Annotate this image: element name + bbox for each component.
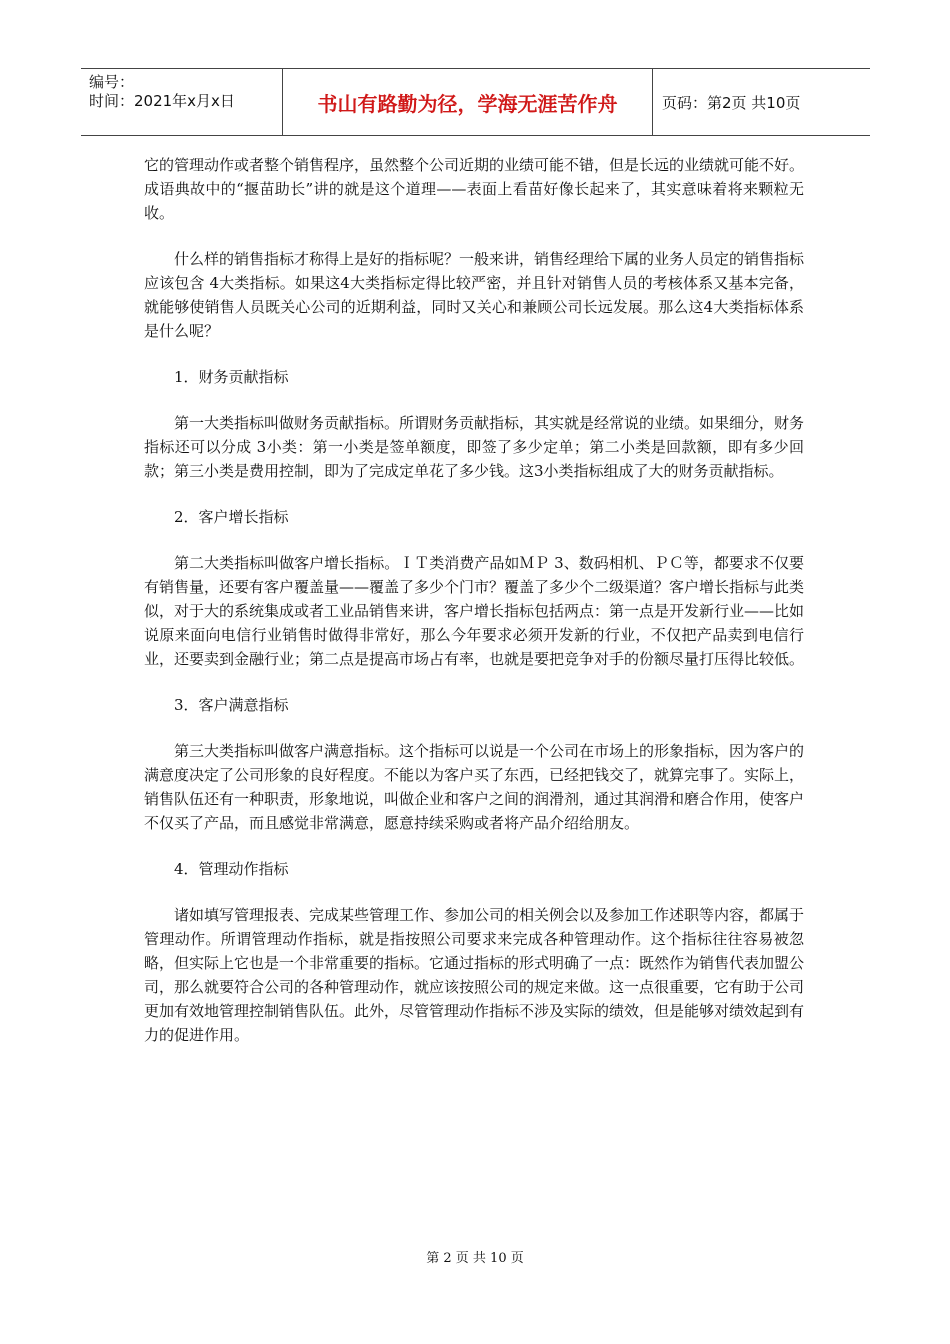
header-page-indicator: 页码：第2页 共10页 (662, 93, 801, 112)
header-motto: 书山有路勤为径，学海无涯苦作舟 (282, 69, 653, 135)
section-heading-customer-growth: 2．客户增长指标 (174, 508, 289, 526)
section-heading-financial: 1．财务贡献指标 (174, 368, 289, 386)
section-heading-management-actions: 4．管理动作指标 (174, 860, 289, 878)
document-date-label: 时间：2021年x月x日 (89, 92, 235, 110)
document-number-label: 编号： (89, 73, 135, 91)
document-body (144, 153, 804, 1069)
paragraph-customer-growth: 第二大类指标叫做客户增长指标。ＩＴ类消费产品如ＭＰ 3、数码相机、ＰＣ等，都要求不仅要有销售量，还要有客户覆盖量——覆盖了多少个门市？覆盖了多少个二级渠道？客户增长指标与此类似，对于大的系统集成或者工业品销售来讲，客户增长指标包括两点：第一点是开发新行业——比如说原来面向电信行业销售时做得非常好，那么今年要求必须开发新的行业，不仅把产品卖到电信行业，还要卖到金融行业；第二点是提高市场占有率，也就是要把竞争对手的份额尽量打压得比较低。 (144, 554, 805, 668)
paragraph-financial: 第一大类指标叫做财务贡献指标。所谓财务贡献指标，其实就是经常说的业绩。如果细分，财务指标还可以分成 3小类：第一小类是签单额度，即签了多少定单；第二小类是回款额，即有多少回款；第三小类是费用控制，即为了完成定单花了多少钱。这3小类指标组成了大的财务贡献指标。 (144, 414, 805, 480)
header-meta (81, 69, 282, 135)
page-footer: 第 2 页 共 10 页 (426, 1251, 524, 1266)
page-header (81, 68, 870, 136)
section-heading-customer-satisfaction: 3．客户满意指标 (174, 696, 289, 714)
paragraph-management-actions: 诸如填写管理报表、完成某些管理工作、参加公司的相关例会以及参加工作述职等内容，都属于管理动作。所谓管理动作指标，就是指按照公司要求来完成各种管理动作。这个指标往往容易被忽略，但实际上它也是一个非常重要的指标。它通过指标的形式明确了一点：既然作为销售代表加盟公司，那么就要符合公司的各种管理动作，就应该按照公司的规定来做。这一点很重要，它有助于公司更加有效地管理控制销售队伍。此外，尽管管理动作指标不涉及实际的绩效，但是能够对绩效起到有力的促进作用。 (144, 906, 805, 1044)
paragraph-continuation: 它的管理动作或者整个销售程序，虽然整个公司近期的业绩可能不错，但是长远的业绩就可能不好。成语典故中的“揠苗助长”讲的就是这个道理——表面上看苗好像长起来了，其实意味着将来颗粒无收。 (144, 156, 805, 222)
paragraph-customer-satisfaction: 第三大类指标叫做客户满意指标。这个指标可以说是一个公司在市场上的形象指标，因为客户的满意度决定了公司形象的良好程度。不能以为客户买了东西，已经把钱交了，就算完事了。实际上，销售队伍还有一种职责，形象地说，叫做企业和客户之间的润滑剂，通过其润滑和磨合作用，使客户不仅买了产品，而且感觉非常满意，愿意持续采购或者将产品介绍给朋友。 (144, 742, 805, 832)
paragraph-intro: 什么样的销售指标才称得上是好的指标呢？一般来讲，销售经理给下属的业务人员定的销售指标应该包含 4大类指标。如果这4大类指标定得比较严密，并且针对销售人员的考核体系又基本完备，就能够使销售人员既关心公司的近期利益，同时又关心和兼顾公司长远发展。那么这4大类指标体系是什么呢？ (144, 250, 805, 340)
